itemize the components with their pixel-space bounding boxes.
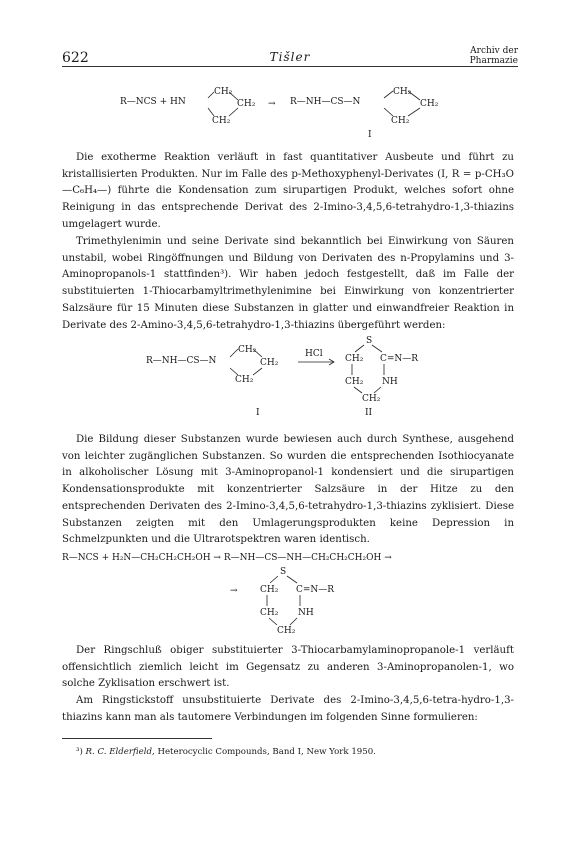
bond bbox=[230, 349, 238, 357]
scheme1-ch2-top: CH₂ bbox=[214, 87, 233, 97]
scheme2-ring-ch2-a: CH₂ bbox=[345, 354, 364, 364]
bond bbox=[374, 387, 381, 393]
footnote-rule bbox=[62, 738, 212, 739]
body-paragraph-1: Die exotherme Reaktion verläuft in fast quantitativer Ausbeute und führt zu kristallisierten Produkten. Nur im Falle des p-Methoxyphenyl-Derivates (I, R = p-CH₃O—C₆H₄—) führte die Kondensation zum sirupartigen Produkt, welches sofort ohne Reinigung in das entsprechende Derivat des 2-Imino-3,4,5,6-tetrahydro-1,3-thiazins umgelagert wurde. bbox=[62, 152, 514, 230]
scheme3-line1: R—NCS + H₂N—CH₂CH₂CH₂OH → R—NH—CS—NH—CH₂CH₂CH₂OH → bbox=[62, 553, 392, 563]
bond bbox=[384, 108, 393, 116]
bond bbox=[253, 368, 262, 375]
body-paragraph-3: Die Bildung dieser Substanzen wurde bewiesen auch durch Synthese, ausgehend von leichter zugänglichen Substanzen. So wurden die entsprechenden Isothiocyanate in alkoholischer Lösung mit 3-Aminopropanol-1 kondensiert und die sirupartigen Kondensationsprodukte mit konzentrierter Salzsäure in der Hitze zu den entsprechenden Derivaten des 2-Imino-3,4,5,6-tetrahydro-1,3-thiazins zyklisiert. Diese Substanzen zeigten mit den Umlagerungsprodukten keine Depression in Schmelzpunkten und die Ultrarotspektren waren identisch. bbox=[62, 434, 514, 546]
bond bbox=[384, 91, 393, 98]
scheme2-ch2-right: CH₂ bbox=[260, 358, 279, 368]
scheme2-numeral-left: I bbox=[256, 408, 260, 418]
scheme2-ring-ch2-c: CH₂ bbox=[362, 394, 381, 404]
scheme2-numeral-right: II bbox=[365, 408, 373, 418]
page-number: 622 bbox=[62, 50, 89, 66]
bond bbox=[230, 368, 238, 375]
bond bbox=[354, 387, 362, 393]
footnote-text: Heterocyclic Compounds, Band I, New York 1950. bbox=[157, 747, 376, 757]
scheme1-ch2-right: CH₂ bbox=[237, 99, 256, 109]
footnote-marker: ³) bbox=[76, 747, 83, 757]
scheme1-numeral: I bbox=[368, 130, 372, 140]
scheme1-p-ch2-right: CH₂ bbox=[420, 99, 439, 109]
journal-line-1: Archiv der bbox=[470, 46, 518, 56]
scheme2-ring-ch2-b: CH₂ bbox=[345, 377, 364, 387]
scheme2-reagent: HCl bbox=[305, 349, 323, 359]
journal-line-2: Pharmazie bbox=[469, 56, 518, 66]
running-head-author: Tišler bbox=[269, 50, 311, 64]
bond bbox=[408, 108, 420, 116]
scheme3-ring-ch2-b: CH₂ bbox=[260, 608, 279, 618]
scheme3-ring-nh: NH bbox=[298, 608, 314, 618]
bond bbox=[229, 108, 238, 116]
scheme3-ring-cn: C=N—R bbox=[296, 585, 335, 595]
footnote-author: R. C. Elderfield, bbox=[85, 747, 155, 757]
scheme2-ch2-top: CH₂ bbox=[238, 345, 257, 355]
scheme1-p-ch2-top: CH₂ bbox=[393, 87, 412, 97]
scheme2-reactant: R—NH—CS—N bbox=[146, 356, 217, 366]
bond bbox=[287, 576, 297, 583]
scheme3-arrow: → bbox=[230, 586, 238, 596]
scheme2-ring-nh: NH bbox=[382, 377, 398, 387]
scheme1-lhs: R—NCS + HN bbox=[120, 97, 186, 107]
scheme1-product: R—NH—CS—N bbox=[290, 97, 361, 107]
bond bbox=[290, 618, 297, 625]
scheme3-s-atom: S bbox=[280, 567, 287, 577]
scheme2-s-atom: S bbox=[366, 336, 373, 346]
body-paragraph-4: Der Ringschluß obiger substituierter 3-Thiocarbamylaminopropanole-1 verläuft offensichtlich ziemlich leicht im Gegensatz zu anderen 3-Aminopropanolen-1, wo solche Zyklisation erschwert ist. bbox=[62, 645, 514, 690]
scheme3-ring-ch2-a: CH₂ bbox=[260, 585, 279, 595]
body-paragraph-5: Am Ringstickstoff unsubstituierte Derivate des 2-Imino-3,4,5,6-tetra-hydro-1,3-thiazins kann man als tautomere Verbindungen im folgenden Sinne formulieren: bbox=[62, 695, 514, 723]
bond bbox=[270, 576, 278, 583]
bond bbox=[208, 108, 214, 116]
scheme1-p-ch2-bottom: CH₂ bbox=[391, 116, 410, 126]
scheme3-ring-ch2-c: CH₂ bbox=[277, 626, 296, 636]
body-paragraph-2: Trimethylenimin und seine Derivate sind bekanntlich bei Einwirkung von Säuren unstabil, wobei Ringöffnungen und Bildung von Derivaten des n-Propylamins und 3-Aminopropanols-1 stattfinden³). Wir haben jedoch festgestellt, daß im Falle der substituierten 1-Thiocarbamyltrimethylenimine bei Einwirkung von konzentrierter Salzsäure für 15 Minuten diese Substanzen in glatter und einwandfreier Reaktion in Derivate des 2-Amino-3,4,5,6-tetrahydro-1,3-thiazins übergeführt werden: bbox=[62, 236, 514, 331]
scheme2-ring-cn: C=N—R bbox=[380, 354, 419, 364]
bond bbox=[269, 618, 277, 625]
scheme1-ch2-bottom: CH₂ bbox=[212, 116, 231, 126]
bond bbox=[355, 345, 364, 352]
scheme1-arrow: → bbox=[268, 99, 276, 109]
scheme2-ch2-bottom: CH₂ bbox=[235, 375, 254, 385]
bond bbox=[372, 345, 382, 352]
footnote bbox=[76, 746, 516, 758]
